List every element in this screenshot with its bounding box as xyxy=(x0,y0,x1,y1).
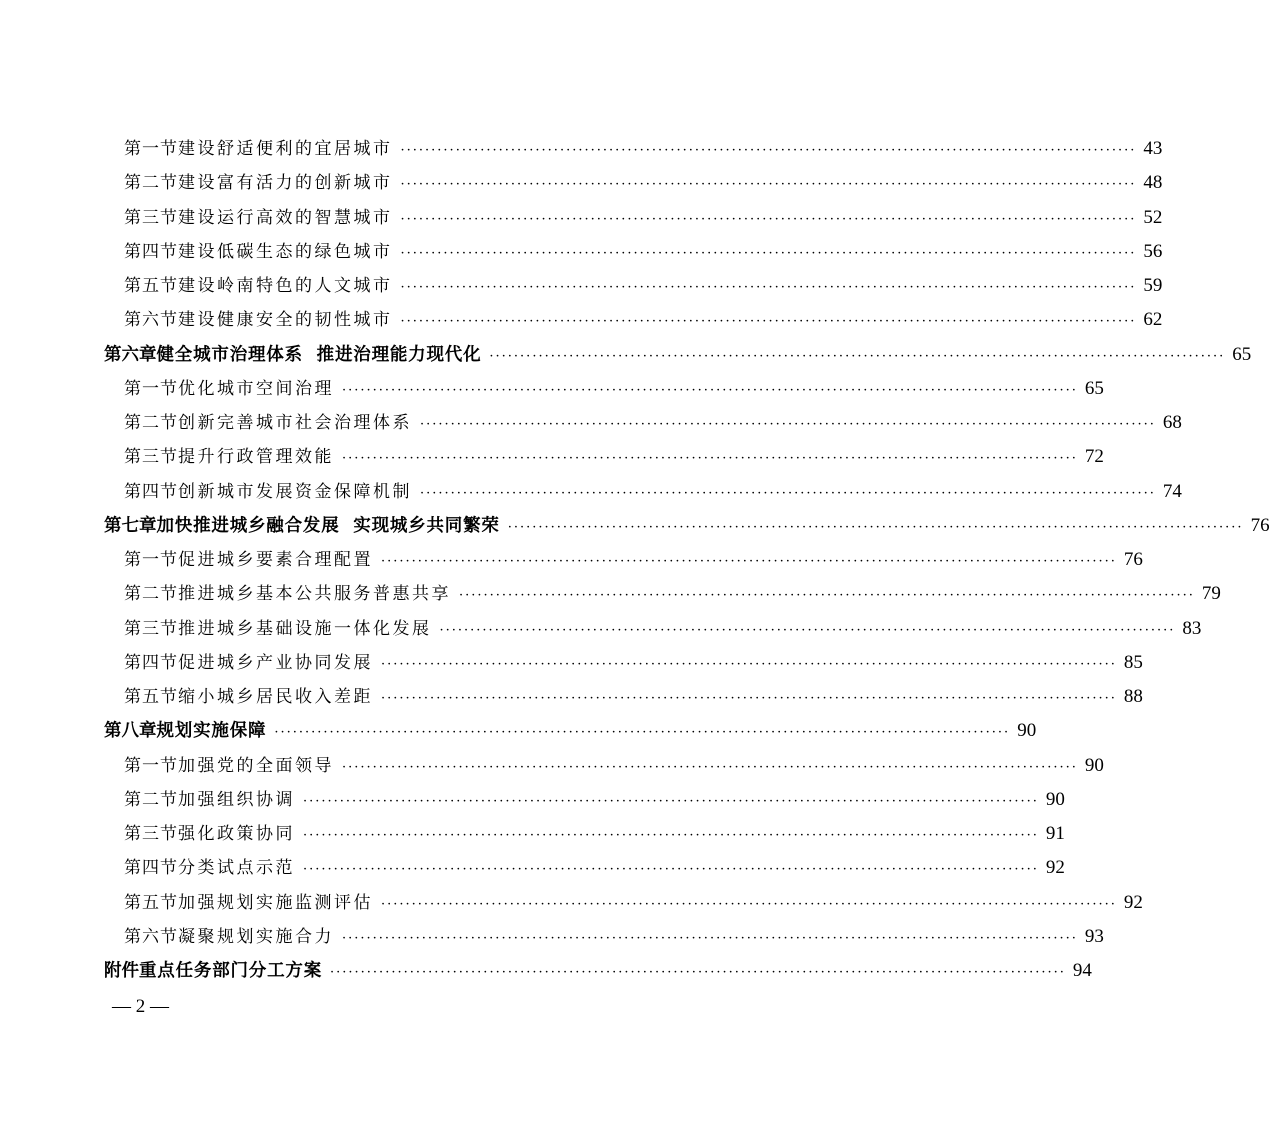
toc-entry-title: 创新城市发展资金保障机制 xyxy=(178,481,412,502)
toc-page-number: 74 xyxy=(1162,480,1182,502)
toc-dot-leader: ························································································································ xyxy=(400,280,1137,295)
toc-entry-number: 第四节 xyxy=(124,858,178,879)
toc-entry-number: 第三节 xyxy=(124,207,178,228)
toc-dot-leader: ························································································································ xyxy=(303,862,1039,878)
toc-entry-title: 加强规划实施监测评估 xyxy=(178,892,373,913)
toc-dot-leader: ························································································································ xyxy=(274,725,1011,741)
toc-entry-number: 第三节 xyxy=(124,618,178,639)
toc-entry-title: 加快推进城乡融合发展 实现城乡共同繁荣 xyxy=(156,515,500,536)
toc-entry-number: 第一节 xyxy=(124,139,178,159)
toc-entry-number: 第二节 xyxy=(124,173,178,194)
toc-chapter-entry[interactable] xyxy=(104,954,1092,988)
toc-entry-number: 第四节 xyxy=(124,481,178,502)
toc-page-number: 72 xyxy=(1084,446,1104,468)
toc-dot-leader: ························································································································ xyxy=(400,177,1137,193)
toc-entry-title: 推进城乡基本公共服务普惠共享 xyxy=(178,584,451,605)
toc-entry-number: 第四节 xyxy=(124,652,178,673)
toc-entry-number: 第八章 xyxy=(104,721,157,742)
toc-section-entry[interactable] xyxy=(104,783,1065,817)
toc-entry-title: 建设岭南特色的人文城市 xyxy=(178,276,393,296)
toc-section-entry[interactable] xyxy=(104,749,1104,783)
toc-entry-number: 附件 xyxy=(104,961,139,981)
toc-section-entry[interactable] xyxy=(104,851,1065,885)
toc-page-number: 48 xyxy=(1143,172,1163,194)
toc-dot-leader: ························································································································ xyxy=(303,793,1039,809)
toc-page-number: 59 xyxy=(1143,275,1163,296)
toc-page-number: 76 xyxy=(1123,549,1143,570)
toc-page-number: 56 xyxy=(1143,240,1163,262)
toc-section-entry[interactable] xyxy=(104,475,1182,509)
toc-dot-leader: ························································································································ xyxy=(400,314,1137,330)
toc-chapter-entry[interactable] xyxy=(104,338,1252,372)
toc-entry-title: 提升行政管理效能 xyxy=(178,447,334,468)
toc-entry-number: 第四节 xyxy=(124,241,178,262)
toc-page-number: 94 xyxy=(1072,960,1092,981)
toc-entry-number: 第六节 xyxy=(124,310,178,331)
toc-section-entry[interactable] xyxy=(104,269,1163,303)
toc-page-number: 91 xyxy=(1045,823,1065,844)
toc-entry-title: 优化城市空间治理 xyxy=(178,378,334,399)
toc-entry-title: 强化政策协同 xyxy=(178,824,295,844)
toc-entry-title: 建设富有活力的创新城市 xyxy=(178,173,393,194)
toc-dot-leader: ························································································································ xyxy=(420,485,1156,501)
toc-entry-number: 第六章 xyxy=(104,344,157,365)
toc-entry-number: 第二节 xyxy=(124,413,178,433)
toc-dot-leader: ························································································································ xyxy=(400,245,1137,261)
toc-section-entry[interactable] xyxy=(104,646,1143,680)
toc-entry-title: 建设低碳生态的绿色城市 xyxy=(178,241,393,262)
toc-entry-number: 第一节 xyxy=(124,550,178,570)
toc-entry-title: 建设运行高效的智慧城市 xyxy=(178,207,393,228)
toc-section-entry[interactable] xyxy=(104,372,1104,406)
toc-page-number: 92 xyxy=(1045,857,1065,879)
toc-dot-leader: ························································································································ xyxy=(342,759,1078,775)
toc-section-entry[interactable] xyxy=(104,440,1104,474)
toc-entry-title: 凝聚规划实施合力 xyxy=(178,926,334,947)
toc-dot-leader: ························································································································ xyxy=(400,211,1137,227)
toc-page-number: 62 xyxy=(1143,309,1163,331)
toc-page-number: 93 xyxy=(1084,925,1104,947)
toc-page-number: 83 xyxy=(1182,617,1202,639)
toc-entry-number: 第五节 xyxy=(124,687,178,707)
toc-section-entry[interactable] xyxy=(104,886,1143,920)
toc-entry-title: 推进城乡基础设施一体化发展 xyxy=(178,618,432,639)
toc-dot-leader: ························································································································ xyxy=(459,588,1195,604)
toc-entry-title: 促进城乡要素合理配置 xyxy=(178,550,373,570)
toc-section-entry[interactable] xyxy=(104,543,1143,577)
toc-section-entry[interactable] xyxy=(104,166,1163,200)
toc-entry-title: 建设健康安全的韧性城市 xyxy=(178,310,393,331)
toc-dot-leader: ························································································································ xyxy=(330,965,1066,980)
toc-entry-title: 缩小城乡居民收入差距 xyxy=(178,687,373,707)
toc-page-number: 79 xyxy=(1201,583,1221,605)
toc-page-number: 90 xyxy=(1017,720,1037,742)
toc-entry-number: 第六节 xyxy=(124,926,178,947)
toc-entry-title: 加强党的全面领导 xyxy=(178,755,334,776)
toc-chapter-entry[interactable] xyxy=(104,509,1270,543)
toc-entry-title: 分类试点示范 xyxy=(178,858,295,879)
toc-entry-title: 促进城乡产业协同发展 xyxy=(178,652,373,673)
toc-page-number: 76 xyxy=(1250,514,1270,536)
toc-section-entry[interactable] xyxy=(104,201,1163,235)
toc-entry-title: 规划实施保障 xyxy=(156,721,267,742)
toc-section-entry[interactable] xyxy=(104,303,1163,337)
table-of-contents xyxy=(104,132,1270,988)
toc-entry-title: 建设舒适便利的宜居城市 xyxy=(178,139,393,159)
toc-entry-number: 第一节 xyxy=(124,378,178,399)
toc-section-entry[interactable] xyxy=(104,406,1182,440)
toc-page-number: 92 xyxy=(1123,891,1143,913)
toc-entry-number: 第三节 xyxy=(124,447,178,468)
toc-page-number: 65 xyxy=(1232,343,1252,365)
toc-dot-leader: ························································································································ xyxy=(342,451,1078,467)
toc-dot-leader: ························································································································ xyxy=(303,828,1039,843)
toc-dot-leader: ························································································································ xyxy=(489,348,1226,364)
toc-section-entry[interactable] xyxy=(104,612,1202,646)
toc-dot-leader: ························································································································ xyxy=(381,691,1117,706)
toc-entry-title: 健全城市治理体系 推进治理能力现代化 xyxy=(156,344,482,365)
toc-chapter-entry[interactable] xyxy=(104,714,1037,748)
toc-page-number: 68 xyxy=(1162,412,1182,433)
toc-section-entry[interactable] xyxy=(104,132,1163,166)
toc-dot-leader: ························································································································ xyxy=(381,656,1117,672)
toc-dot-leader: ························································································································ xyxy=(381,554,1117,569)
toc-section-entry[interactable] xyxy=(104,920,1104,954)
toc-section-entry[interactable] xyxy=(104,817,1065,851)
toc-page-number: 85 xyxy=(1123,651,1143,673)
toc-dot-leader: ························································································································ xyxy=(342,930,1078,946)
toc-page-number: 90 xyxy=(1084,754,1104,776)
toc-dot-leader: ························································································································ xyxy=(507,519,1244,535)
toc-page-number: 88 xyxy=(1123,686,1143,707)
toc-entry-title: 加强组织协调 xyxy=(178,789,295,810)
toc-section-entry[interactable] xyxy=(104,577,1221,611)
toc-entry-number: 第二节 xyxy=(124,789,178,810)
toc-dot-leader: ························································································································ xyxy=(381,896,1117,912)
toc-entry-number: 第七章 xyxy=(104,515,157,536)
toc-section-entry[interactable] xyxy=(104,680,1143,714)
toc-entry-number: 第一节 xyxy=(124,755,178,776)
toc-page-number: 65 xyxy=(1084,377,1104,399)
toc-dot-leader: ························································································································ xyxy=(400,143,1137,158)
toc-page-number: 52 xyxy=(1143,206,1163,228)
page-number-footer: — 2 — xyxy=(112,996,169,1017)
toc-entry-number: 第二节 xyxy=(124,584,178,605)
toc-entry-number: 第五节 xyxy=(124,276,178,296)
toc-dot-leader: ························································································································ xyxy=(420,417,1156,432)
toc-dot-leader: ························································································································ xyxy=(342,382,1078,398)
toc-entry-number: 第三节 xyxy=(124,824,178,844)
toc-section-entry[interactable] xyxy=(104,235,1163,269)
toc-page-number: 43 xyxy=(1143,138,1163,159)
toc-dot-leader: ························································································································ xyxy=(439,622,1176,638)
toc-entry-title: 创新完善城市社会治理体系 xyxy=(178,413,412,433)
toc-entry-number: 第五节 xyxy=(124,892,178,913)
toc-page-number: 90 xyxy=(1045,788,1065,810)
toc-entry-title: 重点任务部门分工方案 xyxy=(139,961,322,981)
